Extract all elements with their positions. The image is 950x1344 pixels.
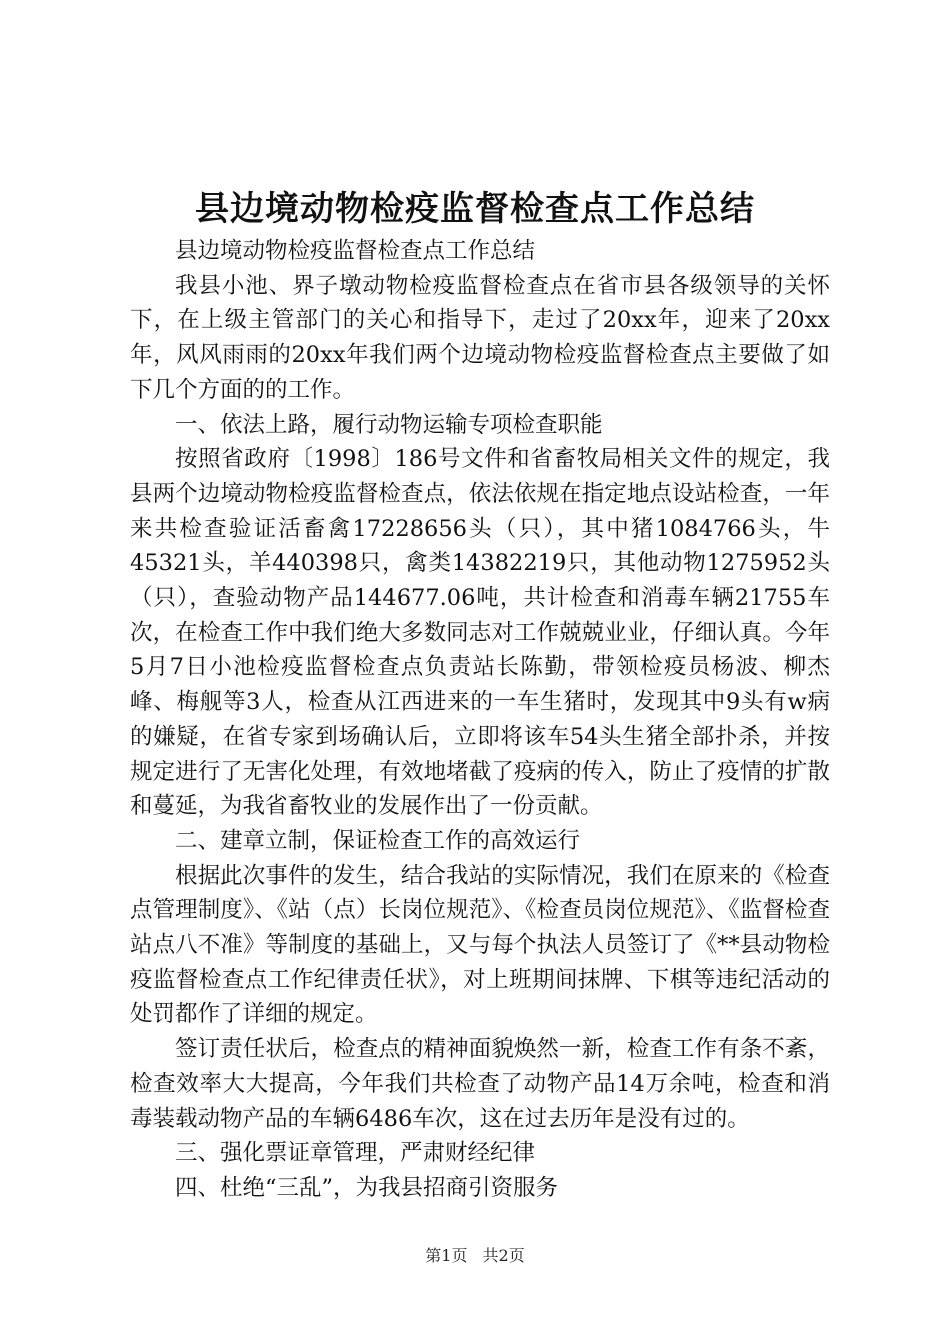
document-body xyxy=(130,234,830,1206)
paragraph-section-2a: 根据此次事件的发生，结合我站的实际情况，我们在原来的《检查点管理制度》、《站（点）长岗位规范》、《检查员岗位规范》、《监督检查站点八不准》等制度的基础上，又与每个执法人员签订了《**县动物检疫监督检查点工作纪律责任状》，对上班期间抹牌、下棋等违纪活动的处罚都作了详细的规定。 xyxy=(130,862,830,1028)
page-total: 共2页 xyxy=(482,1246,525,1265)
paragraph-section-2b: 签订责任状后，检查点的精神面貌焕然一新，检查工作有条不紊，检查效率大大提高，今年我们共检查了动物产品14万余吨，检查和消毒装载动物产品的车辆6486车次，这在过去历年是没有过的。 xyxy=(130,1036,830,1132)
section-heading-1: 一、依法上路，履行动物运输专项检查职能 xyxy=(175,411,603,438)
page-number: 第1页 xyxy=(425,1246,468,1265)
paragraph-section-1: 按照省政府〔1998〕186号文件和省畜牧局相关文件的规定，我县两个边境动物检疫监督检查点，依法依规在指定地点设站检查，一年来共检查验证活畜禽17228656头（只），其中猪1084766头，牛45321头，羊440398只，禽类14382219只，其他动物1275952头（只），查验动物产品144677.06吨，共计检查和消毒车辆21755车次，在检查工作中我们绝大多数同志对工作兢兢业业，仔细认真。今年5月7日小池检疫监督检查点负责站长陈勤，带领检疫员杨波、柳杰峰、梅舰等3人，检查从江西进来的一车生猪时，发现其中9头有w病的嫌疑，在省专家到场确认后，立即将该车54头生猪全部扑杀，并按规定进行了无害化处理，有效地堵截了疫病的传入，防止了疫情的扩散和蔓延，为我省畜牧业的发展作出了一份贡献。 xyxy=(130,446,830,820)
section-heading-4: 四、杜绝“三乱”，为我县招商引资服务 xyxy=(175,1174,559,1201)
page-footer xyxy=(0,1244,950,1268)
section-heading-2: 二、建章立制，保证检查工作的高效运行 xyxy=(175,827,581,854)
paragraph-intro: 我县小池、界子墩动物检疫监督检查点在省市县各级领导的关怀下，在上级主管部门的关心和指导下，走过了20xx年，迎来了20xx年，风风雨雨的20xx年我们两个边境动物检疫监督检查点主要做了如下几个方面的的工作。 xyxy=(130,272,830,403)
paragraph-subtitle: 县边境动物检疫监督检查点工作总结 xyxy=(175,238,536,264)
document-title: 县边境动物检疫监督检查点工作总结 xyxy=(195,189,755,229)
section-heading-3: 三、强化票证章管理，严肃财经纪律 xyxy=(175,1140,536,1167)
